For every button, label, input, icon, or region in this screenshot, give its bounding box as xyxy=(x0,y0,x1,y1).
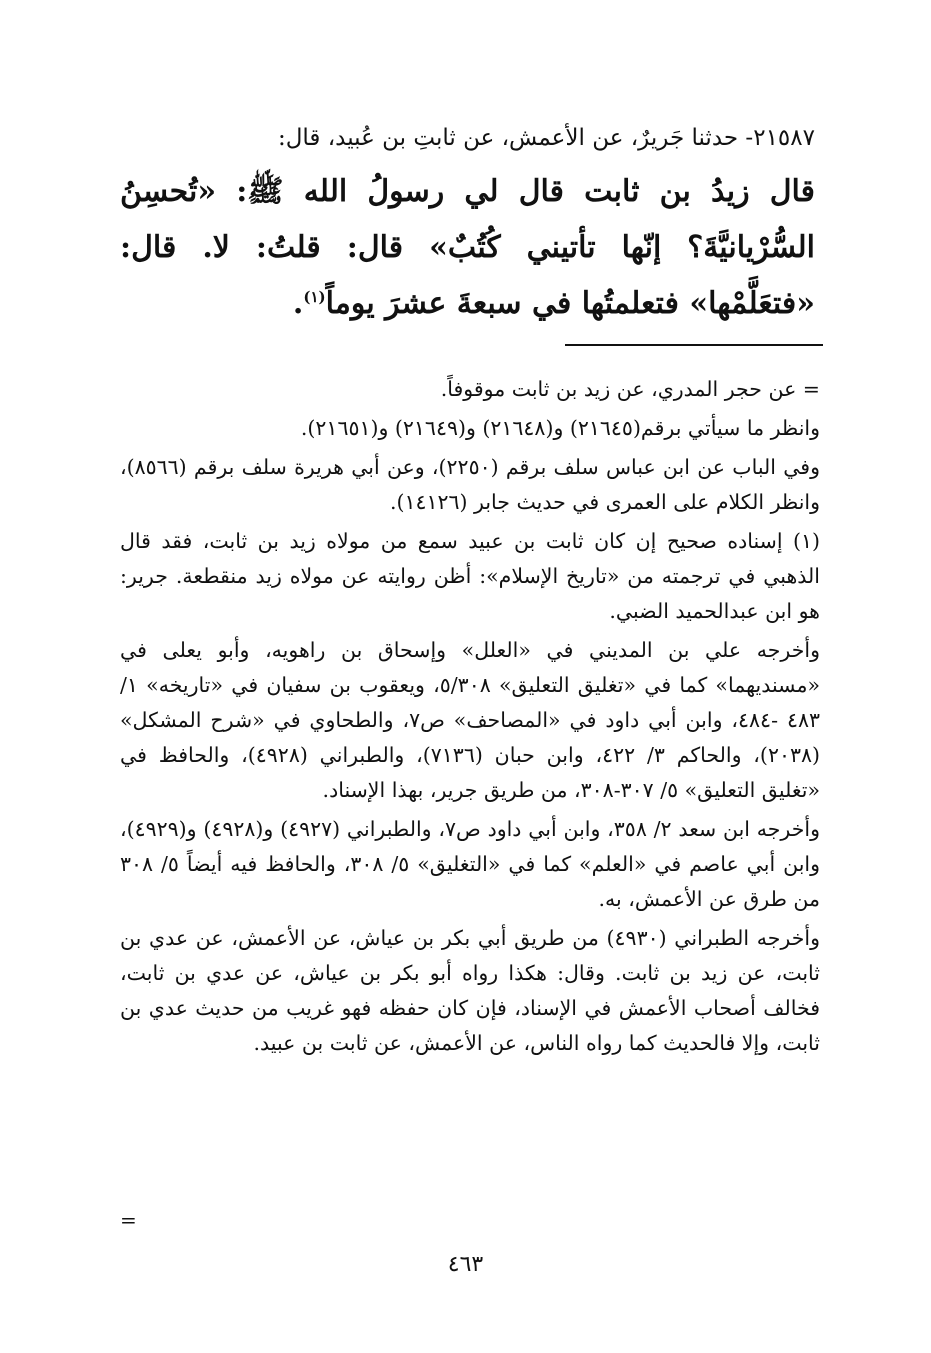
hadith-block xyxy=(120,118,815,332)
footnote-paragraph: وانظر ما سيأتي برقم(٢١٦٤٥) و(٢١٦٤٨) و(٢١٦٤٩) و(٢١٦٥١). xyxy=(300,416,820,440)
hadith-isnad: ٢١٥٨٧- حدثنا جَريرٌ، عن الأعمش، عن ثابتِ بن عُبيد، قال: xyxy=(277,125,815,151)
footnote-paragraph: وأخرجه ابن سعد ٢/ ٣٥٨، وابن أبي داود ص٧، والطبراني (٤٩٢٧) و(٤٩٢٨) و(٤٩٢٩)، وابن أبي عاصم في «العلم» كما في «التغليق» ٥/ ٣٠٨، والحافظ فيه أيضاً ٥/ ٣٠٨ من طرق عن الأعمش، به. xyxy=(120,817,820,911)
hadith-matn-text: قال زيدُ بن ثابت قال لي رسولُ الله ﷺ: «تُحسِنُ السُّرْيانيَّةَ؟ إنّها تأتيني كُتُبٌ» قال: قلتُ: لا. قال: «فتعَلَّمْها» فتعلمتُها في سبعةَ عشرَ يوماً xyxy=(120,174,815,321)
hadith-text xyxy=(120,164,815,332)
footnotes xyxy=(120,372,820,1065)
hadith-matn-end: . xyxy=(292,286,304,321)
footnote-paragraph: وفي الباب عن ابن عباس سلف برقم (٢٢٥٠)، وعن أبي هريرة سلف برقم (٨٥٦٦)، وانظر الكلام على العمرى في حديث جابر (١٤١٢٦). xyxy=(120,455,820,514)
footnote-paragraph: = عن حجر المدري، عن زيد بن ثابت موقوفاً. xyxy=(440,377,820,401)
footnote-ref: (١) xyxy=(303,288,326,306)
page-number: ٤٦٣ xyxy=(447,1252,484,1277)
footnote-paragraph: (١) إسناده صحيح إن كان ثابت بن عبيد سمع من مولاه زيد بن ثابت، فقد قال الذهبي في ترجمته من «تاريخ الإسلام»: أظن روايته عن مولاه زيد منقطعة. جرير: هو ابن عبدالحميد الضبي. xyxy=(120,529,820,623)
footnote-paragraph: وأخرجه الطبراني (٤٩٣٠) من طريق أبي بكر بن عياش، عن الأعمش، عن عدي بن ثابت، عن زيد بن ثابت. وقال: هكذا رواه أبو بكر بن عياش، عن عدي بن ثابت، فخالف أصحاب الأعمش في الإسناد، فإن كان حفظه فهو غريب من حديث عدي بن ثابت، وإلا فالحديث كما رواه الناس، عن الأعمش، عن ثابت بن عبيد. xyxy=(120,926,821,1055)
continuation-mark: = xyxy=(120,1208,137,1232)
footnote-separator xyxy=(565,344,823,346)
footnote-paragraph: وأخرجه علي بن المديني في «العلل» وإسحاق بن راهويه، وأبو يعلى في «مسنديهما» كما في «تغليق التعليق» ٥/٣٠٨، ويعقوب بن سفيان في «تاريخه» ١/ ٤٨٣ -٤٨٤، وابن أبي داود في «المصاحف» ص٧، والطحاوي في «شرح المشكل» (٢٠٣٨)، والحاكم ٣/ ٤٢٢، وابن حبان (٧١٣٦)، والطبراني (٤٩٢٨)، والحافظ في «تغليق التعليق» ٥/ ٣٠٧-٣٠٨، من طريق جرير، بهذا الإسناد. xyxy=(120,638,820,802)
